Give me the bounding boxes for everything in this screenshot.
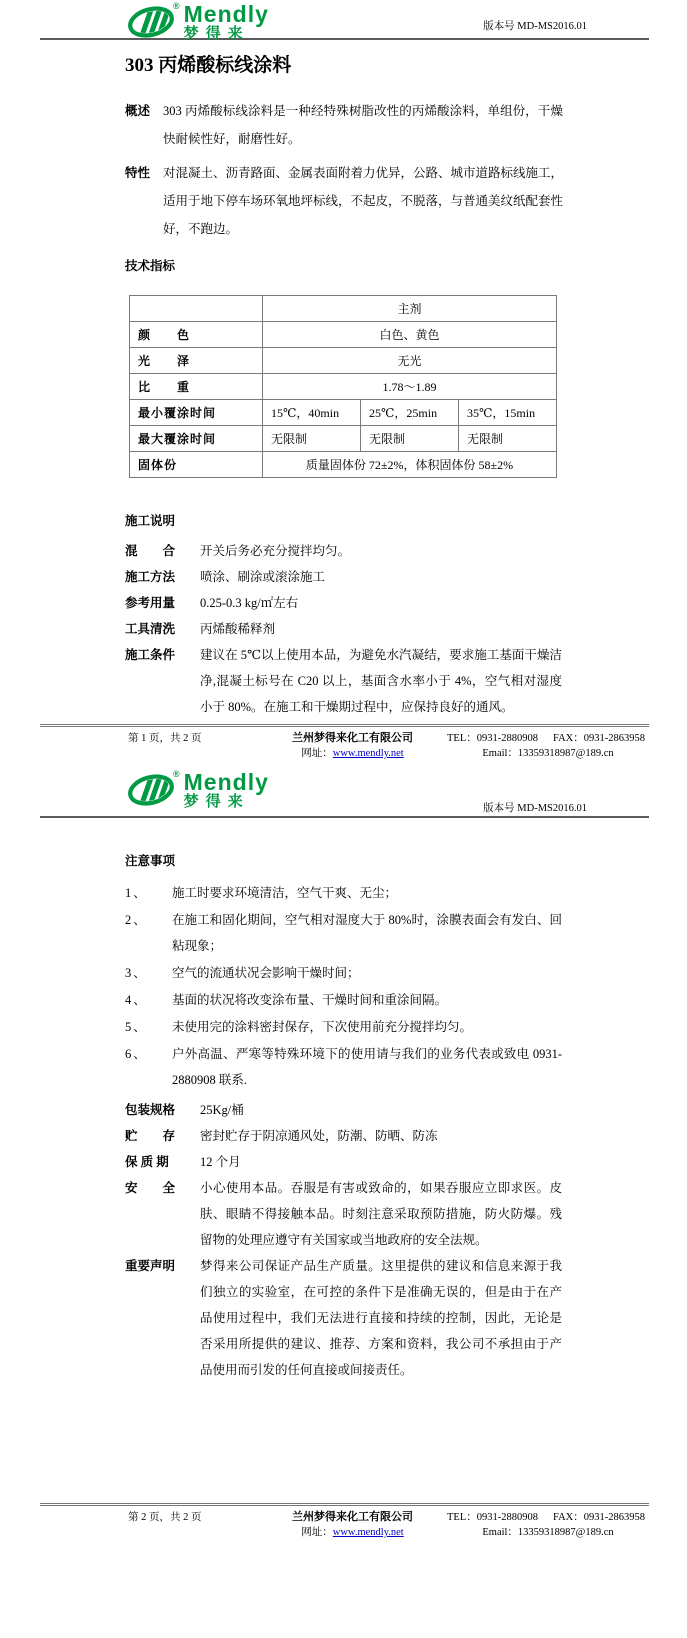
page2-footer — [40, 1503, 649, 1540]
features-label: 特性 — [125, 166, 151, 180]
note-text: 施工时要求环境清洁，空气干爽、无尘； — [172, 886, 398, 900]
table-header-main-agent: 主剂 — [263, 296, 557, 322]
datasheet-page-1 — [0, 0, 687, 760]
cleaning-text: 丙烯酸稀释剂 — [200, 622, 276, 636]
footer-website-link[interactable]: www.mendly.net — [332, 1527, 404, 1538]
gravity-value-cell: 1.78～1.89 — [263, 374, 557, 400]
footer-email: Email：13359318987@189.cn — [482, 1527, 614, 1538]
footer-page-number: 第 1 页，共 2 页 — [128, 733, 202, 744]
min-recoat-35c-cell: 35℃，15min — [459, 400, 557, 426]
header-divider — [40, 816, 649, 818]
overview-section — [125, 97, 582, 153]
footer-telfax-row — [447, 731, 649, 746]
mixing-row — [125, 538, 582, 564]
note-number: 5、 — [125, 1020, 148, 1034]
mendly-logo — [125, 768, 345, 810]
mendly-logo — [125, 0, 345, 42]
max-recoat-cell-3: 无限制 — [459, 426, 557, 452]
overview-text: 303 丙烯酸标线涂料是一种经特殊树脂改性的丙烯酸涂料，单组份，干燥快耐候性好，耐磨性好。 — [163, 104, 563, 146]
statement-row — [125, 1253, 582, 1383]
brand-name-cn: 梦得来 — [183, 794, 250, 810]
tech-specs-table — [129, 295, 557, 478]
footer-website-row — [270, 746, 435, 761]
note-number: 3、 — [125, 966, 148, 980]
footer-page-number: 第 2 页，共 2 页 — [128, 1512, 202, 1523]
gloss-value-cell: 无光 — [263, 348, 557, 374]
storage-text: 密封贮存于阴凉通风处，防潮、防晒、防冻 — [200, 1129, 438, 1143]
table-row — [130, 322, 557, 348]
table-row — [130, 400, 557, 426]
footer-website-link[interactable]: www.mendly.net — [332, 748, 404, 759]
dosage-label: 参考用量 — [125, 596, 176, 610]
cleaning-row — [125, 616, 582, 642]
note-number: 4、 — [125, 993, 148, 1007]
footer-tel: TEL：0931-2880908 — [447, 733, 538, 744]
brand-name-en: Mendly — [183, 1, 269, 27]
note-number: 1、 — [125, 886, 148, 900]
footer-website-label: 网址： — [301, 748, 333, 759]
max-recoat-cell-1: 无限制 — [263, 426, 361, 452]
gloss-label-cell: 光 泽 — [130, 348, 263, 374]
method-row — [125, 564, 582, 590]
features-section — [125, 159, 582, 243]
datasheet-page-2 — [0, 760, 687, 1638]
note-item-1 — [125, 880, 582, 906]
note-number: 6、 — [125, 1047, 148, 1061]
page1-footer — [40, 724, 649, 761]
method-label: 施工方法 — [125, 570, 176, 584]
footer-email: Email：13359318987@189.cn — [482, 748, 614, 759]
footer-company-name: 兰州梦得来化工有限公司 — [292, 732, 413, 744]
table-row — [130, 452, 557, 478]
color-label-cell: 颜 色 — [130, 322, 263, 348]
footer-company-block — [270, 1510, 435, 1540]
footer-tel: TEL：0931-2880908 — [447, 1512, 538, 1523]
safety-label: 安 全 — [125, 1181, 176, 1195]
note-text: 在施工和固化期间，空气相对湿度大于 80%时，涂膜表面会有发白、回粘现象； — [172, 913, 562, 953]
page2-header — [0, 760, 687, 816]
note-item-5 — [125, 1014, 582, 1040]
table-row — [130, 426, 557, 452]
version-label: 版本号 MD-MS2016.01 — [483, 803, 587, 814]
dosage-row — [125, 590, 582, 616]
table-row — [130, 296, 557, 322]
packing-text: 25Kg/桶 — [200, 1103, 244, 1117]
page-title: 303 丙烯酸标线涂料 — [125, 55, 292, 76]
registered-trademark-icon: ® — [173, 769, 180, 779]
footer-contact-block — [447, 731, 649, 761]
color-value-cell: 白色、黄色 — [263, 322, 557, 348]
brand-name-cn: 梦得来 — [183, 26, 250, 42]
note-item-4 — [125, 987, 582, 1013]
shelf-life-row — [125, 1149, 582, 1175]
conditions-text: 建议在 5℃以上使用本品，为避免水汽凝结，要求施工基面干燥洁净,混凝土标号在 C20 以上，基面含水率小于 4%，空气相对湿度小于 80%。在施工和干燥期过程中，应保持良好的通风。 — [200, 648, 562, 714]
table-row — [130, 374, 557, 400]
max-recoat-label-cell: 最大覆涂时间 — [130, 426, 263, 452]
brand-name-en: Mendly — [183, 769, 269, 795]
tech-specs-title: 技术指标 — [125, 259, 176, 273]
storage-label: 贮 存 — [125, 1129, 176, 1143]
min-recoat-15c-cell: 15℃，40min — [263, 400, 361, 426]
note-item-6 — [125, 1041, 582, 1093]
note-text: 基面的状况将改变涂布量、干燥时间和重涂间隔。 — [172, 993, 448, 1007]
conditions-label: 施工条件 — [125, 648, 176, 662]
footer-website-row — [270, 1525, 435, 1540]
storage-row — [125, 1123, 582, 1149]
max-recoat-cell-2: 无限制 — [361, 426, 459, 452]
note-text: 空气的流通状况会影响干燥时间； — [172, 966, 360, 980]
note-number: 2、 — [125, 913, 148, 927]
packing-row — [125, 1097, 582, 1123]
mendly-logo-icon — [125, 773, 177, 807]
footer-company-block — [270, 731, 435, 761]
shelf-life-label: 保 质 期 — [125, 1155, 169, 1169]
min-recoat-label-cell: 最小覆涂时间 — [130, 400, 263, 426]
cleaning-label: 工具清洗 — [125, 622, 176, 636]
table-row — [130, 348, 557, 374]
note-item-2 — [125, 907, 582, 959]
overview-label: 概述 — [125, 104, 151, 118]
mendly-logo-icon — [125, 5, 177, 39]
mixing-text: 开关后务必充分搅拌均匀。 — [200, 544, 351, 558]
note-text: 户外高温、严寒等特殊环境下的使用请与我们的业务代表或致电 0931-2880908 联系. — [172, 1047, 562, 1087]
solids-value-cell: 质量固体份 72±2%，体积固体份 58±2% — [263, 452, 557, 478]
safety-row — [125, 1175, 582, 1253]
footer-fax: FAX：0931-2863958 — [553, 733, 645, 744]
logo-text-block — [184, 3, 269, 42]
packing-label: 包装规格 — [125, 1103, 176, 1117]
statement-label: 重要声明 — [125, 1259, 176, 1273]
mixing-label: 混 合 — [125, 544, 176, 558]
method-text: 喷涂、刷涂或滚涂施工 — [200, 570, 326, 584]
footer-website-label: 网址： — [301, 1527, 333, 1538]
statement-text: 梦得来公司保证产品生产质量。这里提供的建议和信息来源于我们独立的实验室，在可控的条件下是准确无误的，但是由于在产品使用过程中，我们无法进行直接和持续的控制，因此，无论是否采用所提供的建议、推荐、方案和资料，我公司不承担由于产品使用而引发的任何直接或间接责任。 — [200, 1259, 562, 1377]
footer-company-name: 兰州梦得来化工有限公司 — [292, 1511, 413, 1523]
footer-fax: FAX：0931-2863958 — [553, 1512, 645, 1523]
shelf-life-text: 12 个月 — [200, 1155, 241, 1169]
dosage-text: 0.25-0.3 kg/㎡左右 — [200, 596, 299, 610]
logo-text-block — [184, 771, 269, 810]
construction-title: 施工说明 — [125, 514, 176, 528]
version-label: 版本号 MD-MS2016.01 — [483, 21, 587, 32]
conditions-row — [125, 642, 582, 720]
note-text: 未使用完的涂料密封保存，下次使用前充分搅拌均匀。 — [172, 1020, 473, 1034]
table-corner-cell — [130, 296, 263, 322]
gravity-label-cell: 比 重 — [130, 374, 263, 400]
footer-telfax-row — [447, 1510, 649, 1525]
note-item-3 — [125, 960, 582, 986]
footer-contact-block — [447, 1510, 649, 1540]
min-recoat-25c-cell: 25℃，25min — [361, 400, 459, 426]
page1-header — [0, 0, 687, 42]
solids-label-cell: 固体份 — [130, 452, 263, 478]
features-text: 对混凝土、沥青路面、金属表面附着力优异，公路、城市道路标线施工，适用于地下停车场环氧地坪标线，不起皮，不脱落，与普通美纹纸配套性好，不跑边。 — [163, 166, 564, 236]
notes-title: 注意事项 — [125, 854, 176, 868]
safety-text: 小心使用本品。吞服是有害或致命的，如果吞服应立即求医。皮肤、眼睛不得接触本品。时刻注意采取预防措施，防火防爆。残留物的处理应遵守有关国家或当地政府的安全法规。 — [200, 1181, 562, 1247]
registered-trademark-icon: ® — [173, 1, 180, 11]
